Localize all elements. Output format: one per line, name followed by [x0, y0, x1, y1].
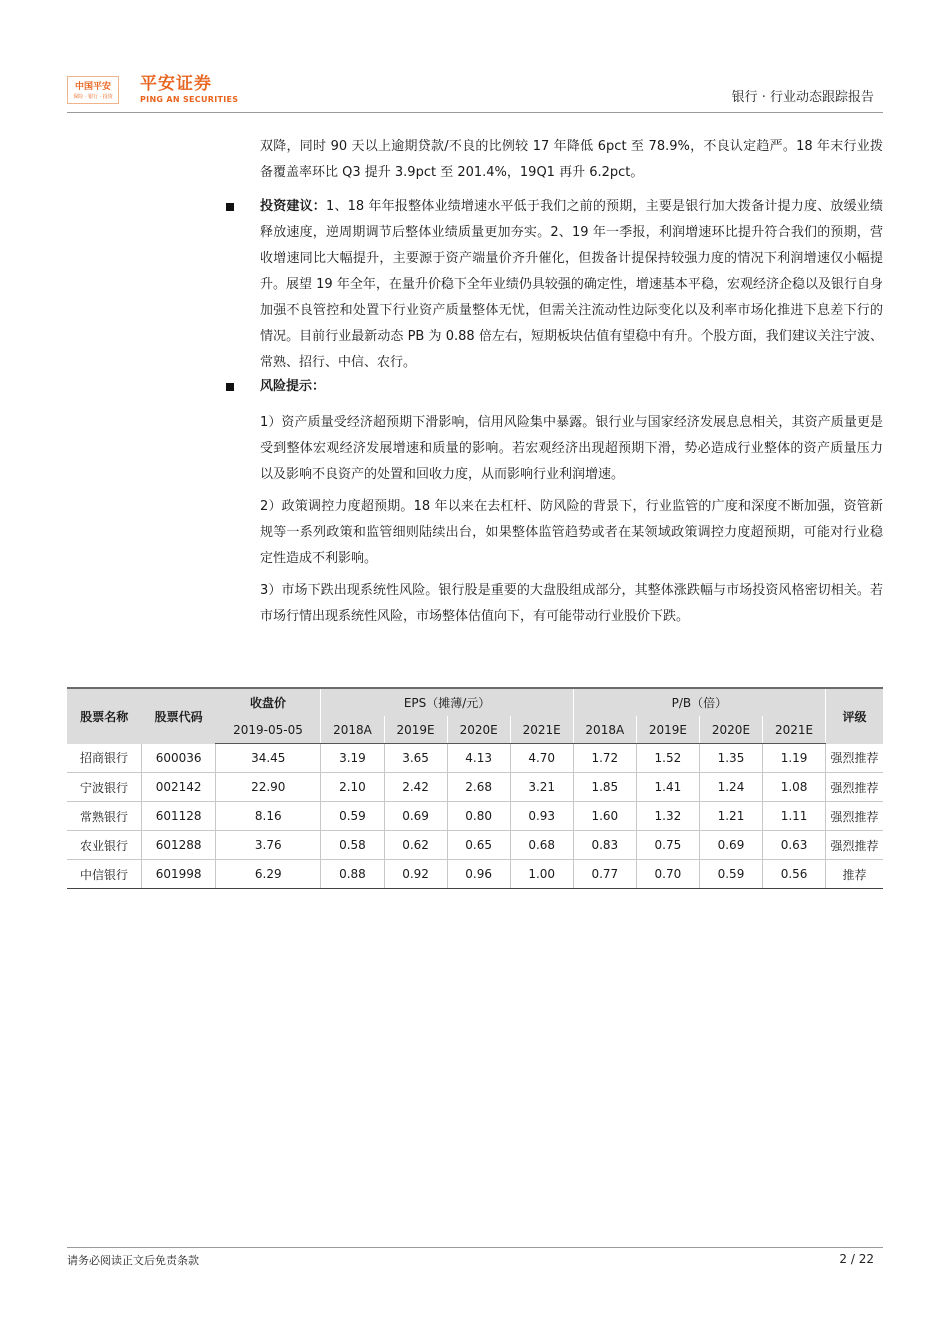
table-row: [67, 744, 883, 773]
cell-pb: 0.83: [573, 831, 636, 860]
header-eps: EPS（摊薄/元）: [321, 688, 573, 716]
cell-eps: 3.65: [384, 744, 447, 773]
cell-pb: 1.52: [636, 744, 699, 773]
cell-pb: 1.11: [763, 802, 826, 831]
cell-stock-name: 农业银行: [67, 831, 142, 860]
cell-eps: 0.88: [321, 860, 384, 889]
cell-eps: 0.96: [447, 860, 510, 889]
logo-mark-text: 中国平安: [74, 82, 111, 92]
cell-pb: 1.60: [573, 802, 636, 831]
cell-eps: 0.58: [321, 831, 384, 860]
header-close-date: 2019-05-05: [216, 716, 321, 744]
cell-stock-name: 宁波银行: [67, 773, 142, 802]
cell-stock-name: 常熟银行: [67, 802, 142, 831]
table-row: [67, 860, 883, 889]
cell-close-price: 8.16: [216, 802, 321, 831]
report-title: 银行 · 行业动态跟踪报告: [731, 90, 874, 105]
bullet-square-icon: [226, 383, 234, 391]
cell-stock-code: 002142: [142, 773, 216, 802]
cell-pb: 1.35: [699, 744, 762, 773]
cell-eps: 2.68: [447, 773, 510, 802]
cell-eps: 2.42: [384, 773, 447, 802]
header-pb-year: 2018A: [573, 716, 636, 744]
header-pb: P/B（倍）: [573, 688, 825, 716]
cell-pb: 0.63: [763, 831, 826, 860]
cell-stock-code: 601288: [142, 831, 216, 860]
cell-eps: 0.59: [321, 802, 384, 831]
cell-rating: 强烈推荐: [826, 744, 883, 773]
disclaimer-note: 请务必阅读正文后免责条款: [67, 1254, 199, 1267]
cell-pb: 0.77: [573, 860, 636, 889]
header-eps-year: 2018A: [321, 716, 384, 744]
table-row: [67, 831, 883, 860]
cell-pb: 1.19: [763, 744, 826, 773]
cell-pb: 1.21: [699, 802, 762, 831]
risk-heading: 风险提示：: [260, 379, 326, 394]
cell-eps: 0.92: [384, 860, 447, 889]
cell-pb: 0.75: [636, 831, 699, 860]
page-number: 2 / 22: [839, 1252, 874, 1266]
cell-stock-code: 601128: [142, 802, 216, 831]
header-stock-name: 股票名称: [67, 688, 142, 744]
cell-stock-code: 601998: [142, 860, 216, 889]
header-rating: 评级: [826, 688, 883, 744]
cell-pb: 1.72: [573, 744, 636, 773]
investment-advice-text: 1、18 年年报整体业绩增速水平低于我们之前的预期，主要是银行加大拨备计提力度、放缓业绩释放速度，逆周期调节后整体业绩质量更加夯实。2、19 年一季报，利润增速环比提升符合我们的预期，营收增速同比大幅提升，主要源于资产端量价齐升催化，但拨备计提保持较强力度的情况下利润增速仅小幅提升。展望 19 年全年，在量升价稳下全年业绩仍具较强的确定性，增速基本平稳，宏观经济企稳以及银行自身加强不良管控和处置下行业资产质量整体无忧，但需关注流动性边际变化以及利率市场化推进下息差下行的情况。目前行业最新动态 PB 为 0.88 倍左右，短期板块估值有望稳中有升。个股方面，我们建议关注宁波、常熟、招行、中信、农行。: [260, 199, 883, 370]
cell-stock-name: 中信银行: [67, 860, 142, 889]
cell-pb: 0.69: [699, 831, 762, 860]
logo-english-name: PING AN SECURITIES: [140, 95, 239, 104]
header-divider: [67, 112, 883, 113]
investment-advice-label: 投资建议：: [260, 199, 326, 214]
cell-stock-name: 招商银行: [67, 744, 142, 773]
cell-eps: 2.10: [321, 773, 384, 802]
cell-rating: 推荐: [826, 860, 883, 889]
cell-close-price: 6.29: [216, 860, 321, 889]
cell-pb: 0.56: [763, 860, 826, 889]
cell-eps: 0.93: [510, 802, 573, 831]
cell-pb: 1.32: [636, 802, 699, 831]
cell-eps: 4.13: [447, 744, 510, 773]
cell-close-price: 34.45: [216, 744, 321, 773]
cell-pb: 1.08: [763, 773, 826, 802]
bullet-square-icon: [226, 203, 234, 211]
header-pb-year: 2021E: [763, 716, 826, 744]
cell-eps: 3.21: [510, 773, 573, 802]
logo-chinese-name: 平安证券: [140, 74, 212, 94]
logo-mark-subtext: 保险 · 银行 · 投资: [73, 94, 113, 100]
ping-an-logo-mark: [67, 76, 119, 104]
cell-rating: 强烈推荐: [826, 802, 883, 831]
cell-rating: 强烈推荐: [826, 831, 883, 860]
header-eps-year: 2019E: [384, 716, 447, 744]
header-pb-year: 2019E: [636, 716, 699, 744]
cell-eps: 0.65: [447, 831, 510, 860]
investment-advice-paragraph: [260, 194, 883, 376]
intro-paragraph: 双降，同时 90 天以上逾期贷款/不良的比例较 17 年降低 6pct 至 78.9%，不良认定趋严。18 年末行业拨备覆盖率环比 Q3 提升 3.9pct 至 201.4%，19Q1 再升 6.2pct。: [260, 139, 883, 180]
cell-eps: 3.19: [321, 744, 384, 773]
cell-pb: 1.85: [573, 773, 636, 802]
cell-stock-code: 600036: [142, 744, 216, 773]
cell-eps: 0.80: [447, 802, 510, 831]
footer-divider: [67, 1247, 883, 1248]
cell-eps: 0.69: [384, 802, 447, 831]
header-pb-year: 2020E: [699, 716, 762, 744]
ping-an-securities-logo: [140, 74, 280, 105]
header-eps-year: 2020E: [447, 716, 510, 744]
risk-item: 1）资产质量受经济超预期下滑影响，信用风险集中暴露。银行业与国家经济发展息息相关，其资产质量更是受到整体宏观经济发展增速和质量的影响。若宏观经济出现超预期下滑，势必造成行业整体的资产质量压力以及影响不良资产的处置和回收力度，从而影响行业利润增速。: [260, 415, 883, 482]
cell-eps: 4.70: [510, 744, 573, 773]
cell-eps: 0.68: [510, 831, 573, 860]
cell-close-price: 22.90: [216, 773, 321, 802]
stock-valuation-table: [67, 687, 883, 889]
cell-rating: 强烈推荐: [826, 773, 883, 802]
cell-pb: 0.59: [699, 860, 762, 889]
cell-pb: 0.70: [636, 860, 699, 889]
header-close-price: 收盘价: [216, 688, 321, 716]
cell-close-price: 3.76: [216, 831, 321, 860]
table-row: [67, 802, 883, 831]
header-eps-year: 2021E: [510, 716, 573, 744]
risk-item: 3）市场下跌出现系统性风险。银行股是重要的大盘股组成部分，其整体涨跌幅与市场投资风格密切相关。若市场行情出现系统性风险，市场整体估值向下，有可能带动行业股价下跌。: [260, 583, 883, 624]
table-row: [67, 773, 883, 802]
cell-pb: 1.24: [699, 773, 762, 802]
cell-eps: 1.00: [510, 860, 573, 889]
risk-item: 2）政策调控力度超预期。18 年以来在去杠杆、防风险的背景下，行业监管的广度和深度不断加强，资管新规等一系列政策和监管细则陆续出台，如果整体监管趋势或者在某领域政策调控力度超预期，可能对行业稳定性造成不利影响。: [260, 499, 883, 566]
cell-eps: 0.62: [384, 831, 447, 860]
cell-pb: 1.41: [636, 773, 699, 802]
header-stock-code: 股票代码: [142, 688, 216, 744]
